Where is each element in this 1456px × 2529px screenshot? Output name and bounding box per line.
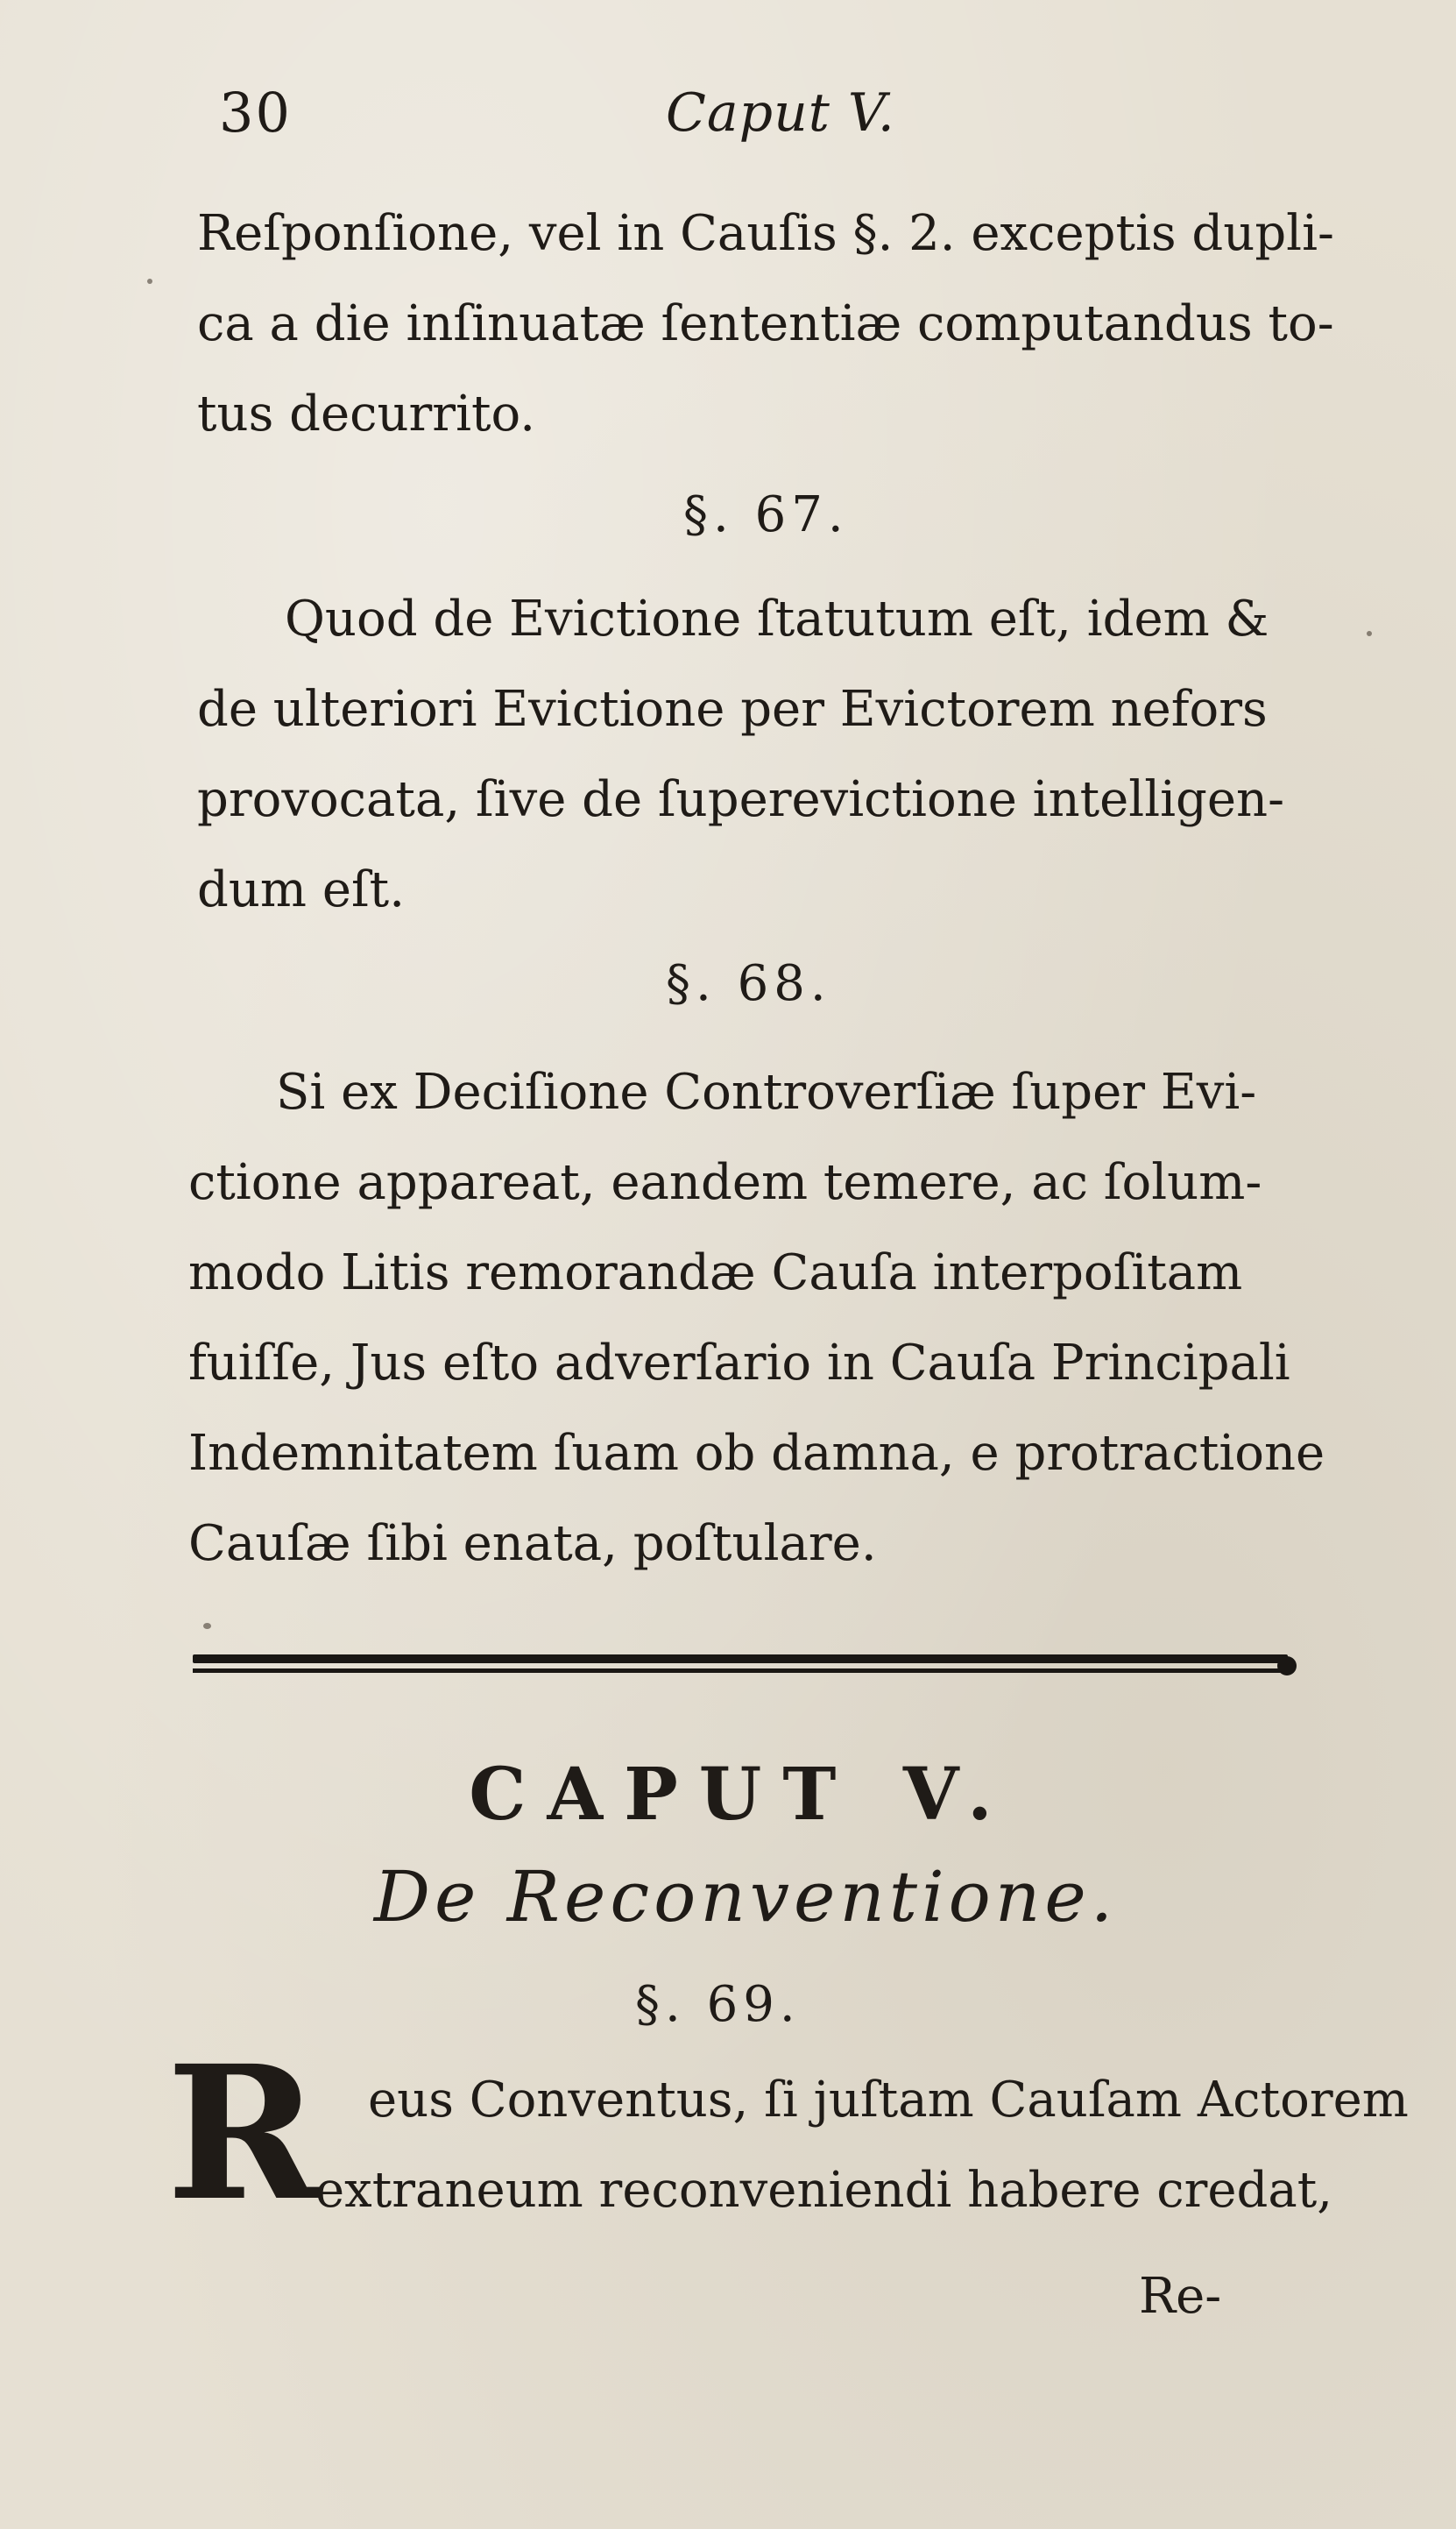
- chapter-subtitle: De Reconventione.: [373, 1856, 1118, 1937]
- text-line: Indemnitatem ſuam ob damna, e protractione: [188, 1425, 1325, 1482]
- text-line: dum eſt.: [197, 861, 405, 918]
- paper-speck: [1367, 631, 1372, 636]
- text-line: modo Litis remorandæ Cauſa interpoſitam: [188, 1244, 1243, 1301]
- text-line: extraneum reconveniendi habere credat,: [315, 2162, 1333, 2219]
- running-head-title: Caput V.: [666, 82, 895, 144]
- section-number-69: §. 69.: [635, 1976, 801, 2033]
- text-line: tus decurrito.: [197, 386, 536, 443]
- text-line: de ulteriori Evictione per Evictorem nefors: [197, 681, 1268, 738]
- drop-cap: R: [166, 2025, 320, 2242]
- text-line: Cauſæ ſibi enata, poſtulare.: [188, 1515, 877, 1572]
- rule-end-ornament: [1277, 1656, 1297, 1675]
- catchword: Re-: [1139, 2268, 1222, 2325]
- chapter-heading: CAPUT V.: [469, 1753, 1014, 1837]
- section-number-68: §. 68.: [666, 955, 831, 1012]
- section-number-67: §. 67.: [683, 486, 849, 543]
- running-head: [219, 81, 1270, 159]
- ornamental-rule: [193, 1654, 1297, 1677]
- rule-thin-line: [193, 1668, 1288, 1673]
- section-67-paragraph: [197, 574, 1336, 935]
- section-69-paragraph: [315, 2055, 1409, 2235]
- continued-paragraph: [197, 188, 1336, 459]
- text-line: eus Conventus, ſi juſtam Cauſam Actorem: [368, 2072, 1409, 2129]
- page-number: 30: [219, 81, 292, 145]
- text-line: fuiſſe, Jus eſto adverſario in Cauſa Principali: [188, 1335, 1290, 1392]
- text-line: provocata, ſive de ſuperevictione intelligen-: [197, 771, 1284, 828]
- paper-speck: [147, 279, 152, 284]
- text-line: Reſponſione, vel in Cauſis §. 2. exceptis dupli-: [197, 205, 1334, 262]
- text-line: ctione appareat, eandem temere, ac ſolum-: [188, 1154, 1262, 1211]
- text-line: Quod de Evictione ſtatutum eſt, idem &: [285, 591, 1269, 648]
- paper-speck: [203, 1623, 211, 1629]
- text-line: ca a die inſinuatæ ſententiæ computandus to-: [197, 295, 1334, 352]
- section-68-paragraph: [188, 1047, 1327, 1589]
- text-line: Si ex Deciſione Controverſiæ ſuper Evi-: [276, 1064, 1257, 1121]
- rule-thick-line: [193, 1654, 1288, 1663]
